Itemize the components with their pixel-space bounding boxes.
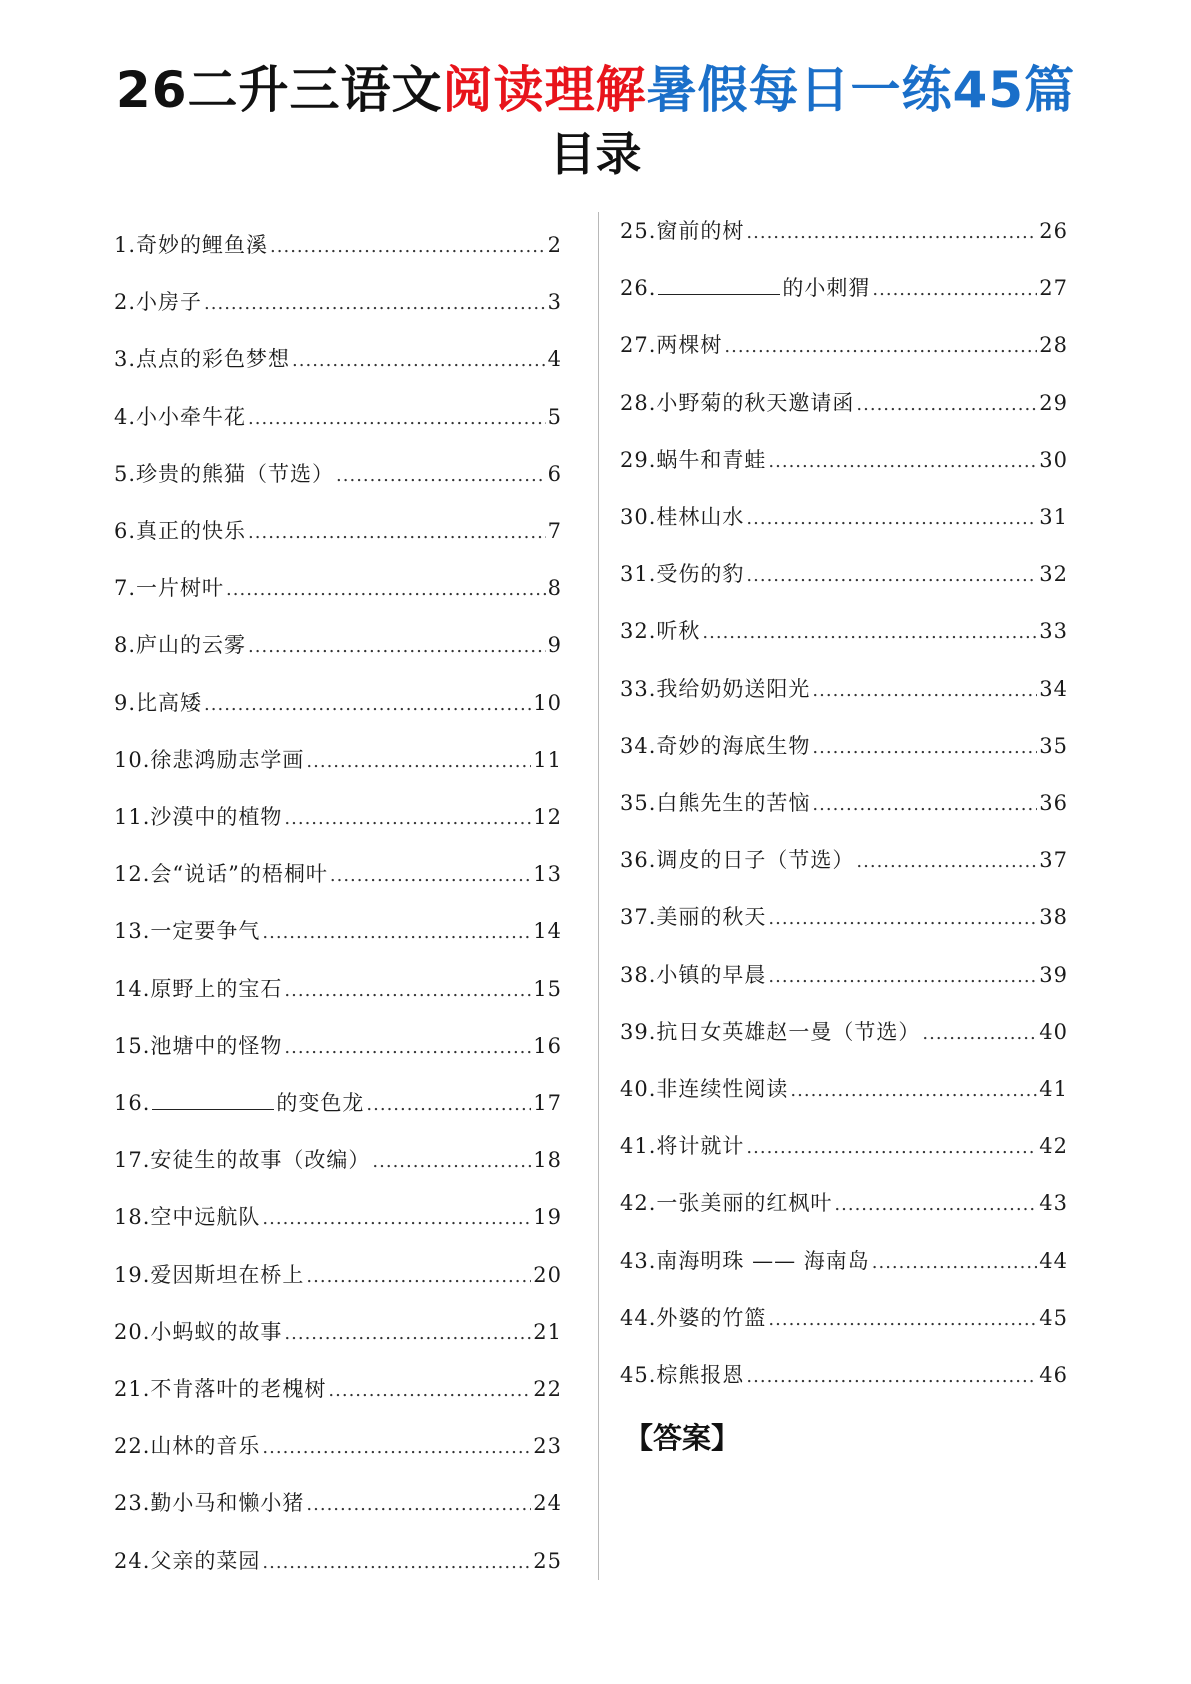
toc-entry[interactable]: [620, 902, 1068, 934]
toc-entry-title: [620, 559, 744, 589]
toc-entry-page: 16: [533, 1034, 562, 1058]
toc-entry-page: 34: [1039, 677, 1068, 701]
dot-leader: [270, 230, 546, 262]
toc-entry-number: 7.: [114, 576, 137, 600]
toc-entry-text: 勤小马和懒小猪: [150, 1491, 305, 1515]
toc-entry-page: 36: [1039, 791, 1068, 815]
toc-entry-text: 一张美丽的红枫叶: [656, 1191, 833, 1215]
toc-entry-number: 2.: [114, 290, 137, 314]
dot-leader: [702, 616, 1037, 648]
toc-entry[interactable]: [620, 1188, 1068, 1220]
dot-leader: [746, 502, 1037, 534]
toc-entry-number: 31.: [620, 562, 657, 586]
toc-entry-title: [620, 1360, 744, 1390]
toc-entry-title: [620, 273, 870, 303]
toc-entry-title: [114, 230, 268, 260]
toc-entry[interactable]: [114, 916, 562, 948]
toc-entry-title: [620, 1017, 920, 1047]
toc-entry-page: 35: [1039, 734, 1068, 758]
dot-leader: [248, 630, 546, 662]
toc-entry-number: 23.: [114, 1491, 151, 1515]
toc-entry-title: [620, 1131, 744, 1161]
toc-entry-number: 13.: [114, 919, 151, 943]
toc-entry-title: [114, 1317, 282, 1347]
title-part-practice: 暑假每日一练45篇: [646, 61, 1076, 119]
toc-entry-text: 点点的彩色梦想: [136, 347, 291, 371]
toc-entry-number: 44.: [620, 1306, 657, 1330]
toc-entry-number: 25.: [620, 219, 657, 243]
toc-entry-title: [114, 1546, 260, 1576]
toc-entry[interactable]: [114, 1031, 562, 1063]
toc-entry-page: 24: [533, 1491, 562, 1515]
toc-entry-number: 37.: [620, 905, 657, 929]
toc-entry-title: [114, 459, 334, 489]
toc-entry-number: 27.: [620, 333, 657, 357]
toc-entry[interactable]: [114, 516, 562, 548]
toc-entry-text: 父亲的菜园: [150, 1549, 261, 1573]
toc-entry-page: 2: [547, 233, 562, 257]
toc-entry-page: 8: [547, 576, 562, 600]
toc-entry-number: 42.: [620, 1191, 657, 1215]
toc-entry-text: 真正的快乐: [136, 519, 247, 543]
toc-entry[interactable]: [620, 1131, 1068, 1163]
toc-entry-title: [114, 802, 282, 832]
toc-entry-page: 9: [547, 633, 562, 657]
toc-entry-page: 44: [1039, 1249, 1068, 1273]
toc-entry[interactable]: [114, 344, 562, 376]
toc-entry-page: 21: [533, 1320, 562, 1344]
toc-entry-title: [620, 388, 854, 418]
dot-leader: [724, 330, 1037, 362]
toc-entry-text: 徐悲鸿励志学画: [150, 748, 305, 772]
toc-entry-page: 38: [1039, 905, 1068, 929]
toc-entry-text: 将计就计: [656, 1134, 745, 1158]
dot-leader: [812, 731, 1037, 763]
toc-entry-number: 8.: [114, 633, 137, 657]
toc-entry-number: 6.: [114, 519, 137, 543]
toc-entry-text: 小蚂蚁的故事: [150, 1320, 283, 1344]
toc-entry-title: [620, 1246, 870, 1276]
toc-entry-text: 安徒生的故事（改编）: [150, 1148, 371, 1172]
dot-leader: [812, 674, 1037, 706]
toc-entry-number: 36.: [620, 848, 657, 872]
toc-entry-text: 南海明珠 —— 海南岛: [656, 1249, 870, 1273]
toc-entry-title: [114, 344, 290, 374]
toc-entry-title: [114, 573, 224, 603]
dot-leader: [372, 1145, 531, 1177]
toc-entry-number: 5.: [114, 462, 137, 486]
dot-leader: [922, 1017, 1037, 1049]
dot-leader: [284, 1031, 531, 1063]
toc-entry-text: 窗前的树: [656, 219, 745, 243]
dot-leader: [768, 1303, 1037, 1335]
toc-entry-page: 42: [1039, 1134, 1068, 1158]
toc-entry-text: 外婆的竹篮: [656, 1306, 767, 1330]
toc-entry-title: [620, 216, 744, 246]
dot-leader: [284, 1317, 531, 1349]
toc-entry-text: 奇妙的鲤鱼溪: [136, 233, 269, 257]
toc-entry-page: 15: [533, 977, 562, 1001]
toc-entry[interactable]: [114, 688, 562, 720]
dot-leader: [284, 802, 531, 834]
toc-entry-text: 比高矮: [136, 691, 203, 715]
toc-entry[interactable]: [620, 330, 1068, 362]
toc-entry-title: [620, 1303, 766, 1333]
toc-entry[interactable]: [620, 445, 1068, 477]
toc-entry-title: [620, 788, 810, 818]
dot-leader: [746, 559, 1037, 591]
toc-entry[interactable]: [114, 230, 562, 262]
toc-entry-text: 我给奶奶送阳光: [656, 677, 811, 701]
toc-entry-title: [114, 630, 246, 660]
toc-entry[interactable]: [114, 1088, 562, 1120]
toc-entry-number: 34.: [620, 734, 657, 758]
toc-entry-number: 22.: [114, 1434, 151, 1458]
toc-entry-page: 33: [1039, 619, 1068, 643]
toc-entry-title: [114, 745, 304, 775]
toc-entry-page: 14: [533, 919, 562, 943]
toc-entry[interactable]: [114, 859, 562, 891]
toc-entry-title: [620, 445, 766, 475]
dot-leader: [262, 916, 531, 948]
toc-entry-title: [114, 1088, 364, 1118]
toc-entry-page: 5: [547, 405, 562, 429]
dot-leader: [226, 573, 546, 605]
toc-entry-page: 45: [1039, 1306, 1068, 1330]
toc-entry-text: 的小刺猬: [782, 276, 871, 300]
toc-entry-title: [620, 330, 722, 360]
toc-entry-page: 18: [533, 1148, 562, 1172]
dot-leader: [746, 1131, 1037, 1163]
column-divider: [598, 212, 599, 1580]
toc-entry-page: 32: [1039, 562, 1068, 586]
dot-leader: [872, 1246, 1038, 1278]
toc-entry-text: 两棵树: [656, 333, 723, 357]
toc-entry-number: 32.: [620, 619, 657, 643]
toc-entry-text: 的变色龙: [276, 1091, 365, 1115]
dot-leader: [306, 1488, 531, 1520]
toc-entry[interactable]: [620, 960, 1068, 992]
toc-entry-text: 山林的音乐: [150, 1434, 261, 1458]
toc-entry[interactable]: [620, 674, 1068, 706]
toc-entry-page: 17: [533, 1091, 562, 1115]
toc-entry-text: 池塘中的怪物: [150, 1034, 283, 1058]
dot-leader: [834, 1188, 1037, 1220]
toc-entry-page: 25: [533, 1549, 562, 1573]
toc-entry-number: 28.: [620, 391, 657, 415]
toc-entry-title: [114, 516, 246, 546]
document-title: [0, 58, 1191, 122]
toc-entry-number: 20.: [114, 1320, 151, 1344]
dot-leader: [262, 1431, 531, 1463]
toc-entry[interactable]: [114, 630, 562, 662]
dot-leader: [812, 788, 1037, 820]
dot-leader: [284, 974, 531, 1006]
toc-entry-page: 30: [1039, 448, 1068, 472]
toc-entry-title: [620, 1074, 788, 1104]
toc-entry-number: 19.: [114, 1263, 151, 1287]
dot-leader: [366, 1088, 531, 1120]
toc-entry-text: 一定要争气: [150, 919, 261, 943]
toc-entry-number: 38.: [620, 963, 657, 987]
dot-leader: [768, 960, 1037, 992]
toc-entry-title: [620, 1188, 832, 1218]
toc-entry-page: 22: [533, 1377, 562, 1401]
dot-leader: [790, 1074, 1037, 1106]
toc-entry-number: 35.: [620, 791, 657, 815]
toc-entry-number: 9.: [114, 691, 137, 715]
toc-entry-text: 白熊先生的苦恼: [656, 791, 811, 815]
toc-entry[interactable]: [620, 1360, 1068, 1392]
toc-entry-page: 29: [1039, 391, 1068, 415]
toc-entry-text: 蜗牛和青蛙: [656, 448, 767, 472]
toc-entry-number: 14.: [114, 977, 151, 1001]
dot-leader: [768, 445, 1037, 477]
toc-entry-title: [114, 974, 282, 1004]
toc-entry-title: [620, 731, 810, 761]
toc-entry-text: 调皮的日子（节选）: [656, 848, 855, 872]
toc-entry[interactable]: [114, 459, 562, 491]
toc-entry-page: 27: [1039, 276, 1068, 300]
toc-entry-title: [114, 1260, 304, 1290]
toc-entry[interactable]: [620, 388, 1068, 420]
dot-leader: [336, 459, 546, 491]
toc-entry-text: 不肯落叶的老槐树: [150, 1377, 327, 1401]
toc-entry-page: 31: [1039, 505, 1068, 529]
toc-entry[interactable]: [114, 573, 562, 605]
toc-heading: 目录: [549, 127, 642, 181]
fill-in-blank: [152, 1089, 274, 1110]
toc-entry-text: 一片树叶: [136, 576, 225, 600]
toc-entry-number: 41.: [620, 1134, 657, 1158]
dot-leader: [768, 902, 1037, 934]
toc-entry-text: 小镇的早晨: [656, 963, 767, 987]
title-part-reading: 阅读理解: [442, 61, 647, 119]
toc-entry-title: [620, 674, 810, 704]
toc-entry-number: 4.: [114, 405, 137, 429]
toc-entry[interactable]: [620, 502, 1068, 534]
toc-entry-text: 小野菊的秋天邀请函: [656, 391, 855, 415]
toc-entry-title: [620, 502, 744, 532]
toc-entry-text: 美丽的秋天: [656, 905, 767, 929]
answers-link[interactable]: 【答案】: [624, 1421, 741, 1455]
title-part-grade: 26二升三语文: [115, 61, 443, 119]
toc-entry-title: [620, 845, 854, 875]
dot-leader: [856, 388, 1037, 420]
toc-entry[interactable]: [620, 788, 1068, 820]
dot-leader: [328, 1374, 531, 1406]
toc-entry[interactable]: [620, 216, 1068, 248]
toc-entry-title: [620, 960, 766, 990]
toc-entry[interactable]: [114, 1488, 562, 1520]
toc-entry-page: 41: [1039, 1077, 1068, 1101]
toc-entry-text: 棕熊报恩: [656, 1363, 745, 1387]
toc-entry-page: 13: [533, 862, 562, 886]
dot-leader: [856, 845, 1037, 877]
fill-in-blank: [658, 274, 780, 295]
toc-entry[interactable]: [114, 1145, 562, 1177]
toc-entry-text: 抗日女英雄赵一曼（节选）: [656, 1020, 921, 1044]
dot-leader: [872, 273, 1037, 305]
toc-entry-title: [114, 1488, 304, 1518]
toc-entry-text: 原野上的宝石: [150, 977, 283, 1001]
toc-entry-text: 小房子: [136, 290, 203, 314]
toc-entry-page: 10: [533, 691, 562, 715]
toc-entry-page: 40: [1039, 1020, 1068, 1044]
dot-leader: [306, 1260, 531, 1292]
dot-leader: [292, 344, 546, 376]
toc-entry[interactable]: [114, 287, 562, 319]
toc-entry-page: 4: [547, 347, 562, 371]
toc-entry-text: 庐山的云雾: [136, 633, 247, 657]
toc-entry-page: 6: [547, 462, 562, 486]
toc-entry[interactable]: [620, 731, 1068, 763]
toc-entry[interactable]: [114, 1546, 562, 1578]
toc-entry-title: [114, 287, 202, 317]
toc-entry-number: 17.: [114, 1148, 151, 1172]
toc-entry-title: [114, 1202, 260, 1232]
toc-entry-text: 受伤的豹: [656, 562, 745, 586]
toc-entry-title: [114, 916, 260, 946]
toc-entry-text: 奇妙的海底生物: [656, 734, 811, 758]
toc-entry-text: 非连续性阅读: [656, 1077, 789, 1101]
toc-entry-number: 45.: [620, 1363, 657, 1387]
toc-entry-title: [114, 1431, 260, 1461]
toc-entry-title: [114, 1145, 370, 1175]
dot-leader: [204, 287, 546, 319]
toc-entry-page: 3: [547, 290, 562, 314]
toc-entry-page: 7: [547, 519, 562, 543]
dot-leader: [746, 216, 1037, 248]
toc-entry-title: [620, 616, 700, 646]
dot-leader: [262, 1202, 531, 1234]
toc-entry-page: 11: [533, 748, 562, 772]
toc-entry-number: 11.: [114, 805, 151, 829]
toc-entry-page: 46: [1039, 1363, 1068, 1387]
toc-entry-number: 10.: [114, 748, 151, 772]
toc-entry-number: 18.: [114, 1205, 151, 1229]
toc-entry[interactable]: [114, 1317, 562, 1349]
toc-entry-number: 30.: [620, 505, 657, 529]
toc-entry-number: 43.: [620, 1249, 657, 1273]
toc-entry-number: 29.: [620, 448, 657, 472]
dot-leader: [248, 516, 546, 548]
toc-entry[interactable]: [620, 273, 1068, 305]
toc-entry-page: 39: [1039, 963, 1068, 987]
toc-entry-text: 沙漠中的植物: [150, 805, 283, 829]
toc-entry[interactable]: [620, 1303, 1068, 1335]
toc-entry-title: [114, 688, 202, 718]
dot-leader: [306, 745, 531, 777]
toc-entry[interactable]: [620, 1074, 1068, 1106]
toc-entry-text: 空中远航队: [150, 1205, 261, 1229]
dot-leader: [248, 402, 546, 434]
toc-entry[interactable]: [114, 1374, 562, 1406]
toc-entry-page: 12: [533, 805, 562, 829]
toc-entry-number: 26.: [620, 276, 657, 300]
toc-entry[interactable]: [114, 1202, 562, 1234]
dot-leader: [204, 688, 531, 720]
dot-leader: [746, 1360, 1037, 1392]
toc-entry[interactable]: [114, 1260, 562, 1292]
toc-entry-number: 39.: [620, 1020, 657, 1044]
toc-entry-text: 爱因斯坦在桥上: [150, 1263, 305, 1287]
toc-entry[interactable]: [114, 1431, 562, 1463]
toc-entry-page: 43: [1039, 1191, 1068, 1215]
toc-entry-text: 会“说话”的梧桐叶: [150, 862, 328, 886]
toc-entry-title: [114, 402, 246, 432]
toc-entry-number: 15.: [114, 1034, 151, 1058]
toc-entry-number: 24.: [114, 1549, 151, 1573]
dot-leader: [330, 859, 531, 891]
toc-entry[interactable]: [620, 559, 1068, 591]
toc-entry[interactable]: [114, 745, 562, 777]
toc-entry-page: 20: [533, 1263, 562, 1287]
toc-entry-title: [620, 902, 766, 932]
toc-entry-title: [114, 859, 328, 889]
toc-entry[interactable]: [620, 1246, 1068, 1278]
toc-entry[interactable]: [620, 845, 1068, 877]
toc-entry-number: 12.: [114, 862, 151, 886]
toc-entry-text: 珍贵的熊猫（节选）: [136, 462, 335, 486]
toc-entry-text: 小小牵牛花: [136, 405, 247, 429]
toc-entry-page: 19: [533, 1205, 562, 1229]
toc-entry-number: 33.: [620, 677, 657, 701]
dot-leader: [262, 1546, 531, 1578]
toc-entry-page: 23: [533, 1434, 562, 1458]
toc-entry-title: [114, 1374, 326, 1404]
toc-entry[interactable]: [114, 802, 562, 834]
toc-entry-page: 26: [1039, 219, 1068, 243]
toc-entry-number: 40.: [620, 1077, 657, 1101]
toc-entry-number: 1.: [114, 233, 137, 257]
toc-entry-page: 28: [1039, 333, 1068, 357]
toc-entry[interactable]: [620, 616, 1068, 648]
toc-entry-title: [114, 1031, 282, 1061]
toc-entry[interactable]: [114, 402, 562, 434]
toc-entry-text: 桂林山水: [656, 505, 745, 529]
toc-entry-number: 21.: [114, 1377, 151, 1401]
toc-entry-number: 3.: [114, 347, 137, 371]
toc-entry[interactable]: [620, 1017, 1068, 1049]
toc-entry-text: 听秋: [656, 619, 701, 643]
toc-entry-number: 16.: [114, 1091, 151, 1115]
toc-entry[interactable]: [114, 974, 562, 1006]
toc-entry-page: 37: [1039, 848, 1068, 872]
